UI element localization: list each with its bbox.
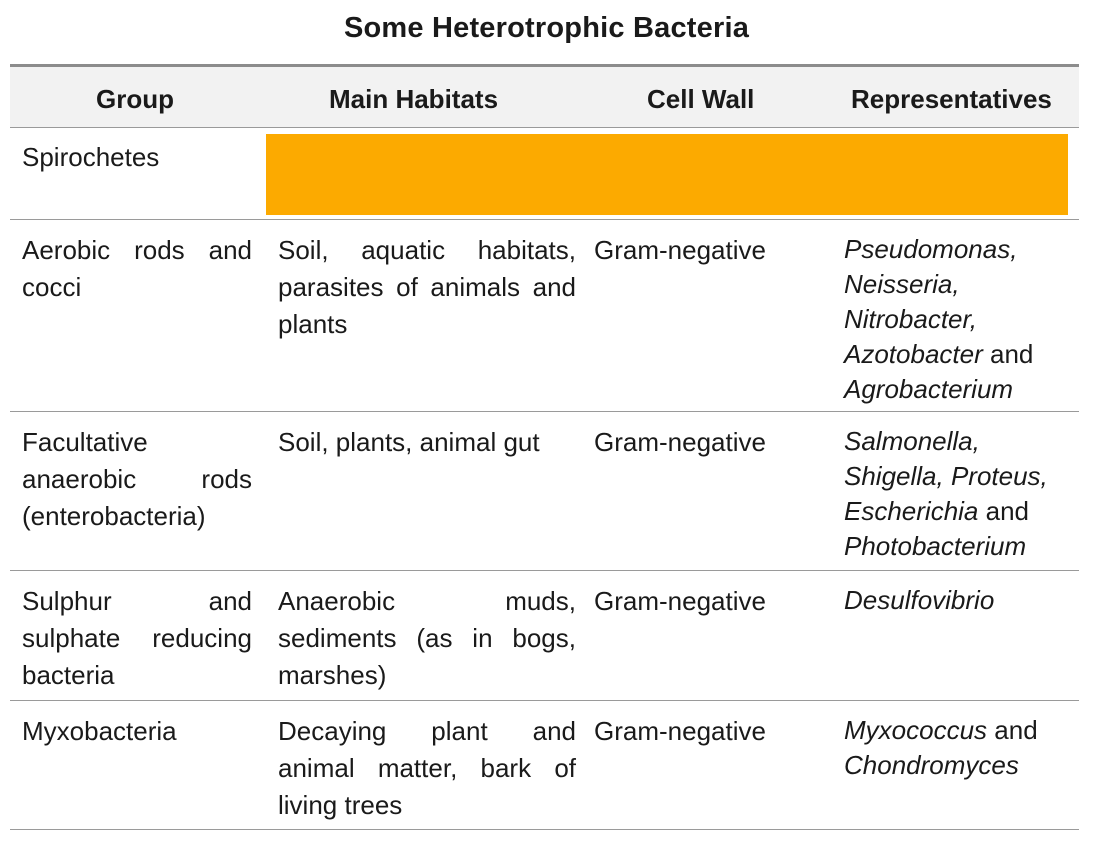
- cell-group: Spirochetes: [22, 142, 160, 172]
- representative-name: Escherichia: [844, 496, 979, 526]
- representative-name: Nitrobacter,: [844, 304, 977, 334]
- representative-name: Neisseria,: [844, 269, 960, 299]
- cell-cell-wall: Gram-negative: [594, 586, 766, 616]
- conjunction: and: [994, 715, 1038, 745]
- cell-group: Sulphur and sulphate reducing bacteria: [22, 586, 252, 690]
- representative-name: Myxococcus: [844, 715, 988, 745]
- cell-habitats: Anaerobic muds, sediments (as in bogs, marshes): [278, 586, 576, 690]
- cell-cell-wall: Gram-negative: [594, 235, 766, 265]
- cell-cell-wall: Gram-negative: [594, 716, 766, 746]
- cell-habitats: Decaying plant and animal matter, bark of living trees: [278, 716, 576, 820]
- column-header-cell-wall: Cell Wall: [647, 84, 755, 114]
- cell-representatives: [844, 424, 1074, 564]
- representative-name: Azotobacter: [844, 339, 983, 369]
- representative-name: Desulfovibrio: [844, 585, 995, 615]
- table-row: [10, 128, 1079, 220]
- conjunction: and: [989, 339, 1034, 369]
- cell-group: Myxobacteria: [22, 716, 177, 746]
- table-header: [10, 67, 1079, 128]
- conjunction: and: [985, 496, 1030, 526]
- highlight-block: [266, 134, 1068, 215]
- column-header-habitats: Main Habitats: [329, 84, 499, 114]
- cell-cell-wall: Gram-negative: [594, 427, 766, 457]
- cell-group: Facultative anaerobic rods (enterobacteria): [22, 427, 252, 531]
- table-row: [10, 220, 1079, 412]
- representative-name: Photobacterium: [844, 531, 1027, 561]
- cell-habitats: Soil, plants, animal gut: [278, 427, 540, 457]
- table-title: Some Heterotrophic Bacteria: [343, 12, 750, 44]
- representative-name: Agrobacterium: [844, 374, 1014, 404]
- representative-name: Salmonella,: [844, 426, 980, 456]
- cell-representatives: [844, 713, 1074, 783]
- representative-name: Pseudomonas,: [844, 234, 1018, 264]
- representative-name: Chondromyces: [844, 750, 1019, 780]
- cell-representatives: [844, 583, 1074, 618]
- cell-habitats: Soil, aquatic habitats, parasites of animals and plants: [278, 235, 576, 339]
- cell-representatives: [844, 232, 1074, 407]
- table-row: [10, 701, 1079, 830]
- cell-group: Aerobic rods and cocci: [22, 235, 252, 302]
- table-row: [10, 412, 1079, 571]
- representative-name: Shigella, Proteus,: [844, 461, 1048, 491]
- table-row: [10, 571, 1079, 701]
- column-header-group: Group: [96, 84, 174, 114]
- column-header-representatives: Representatives: [851, 84, 1052, 114]
